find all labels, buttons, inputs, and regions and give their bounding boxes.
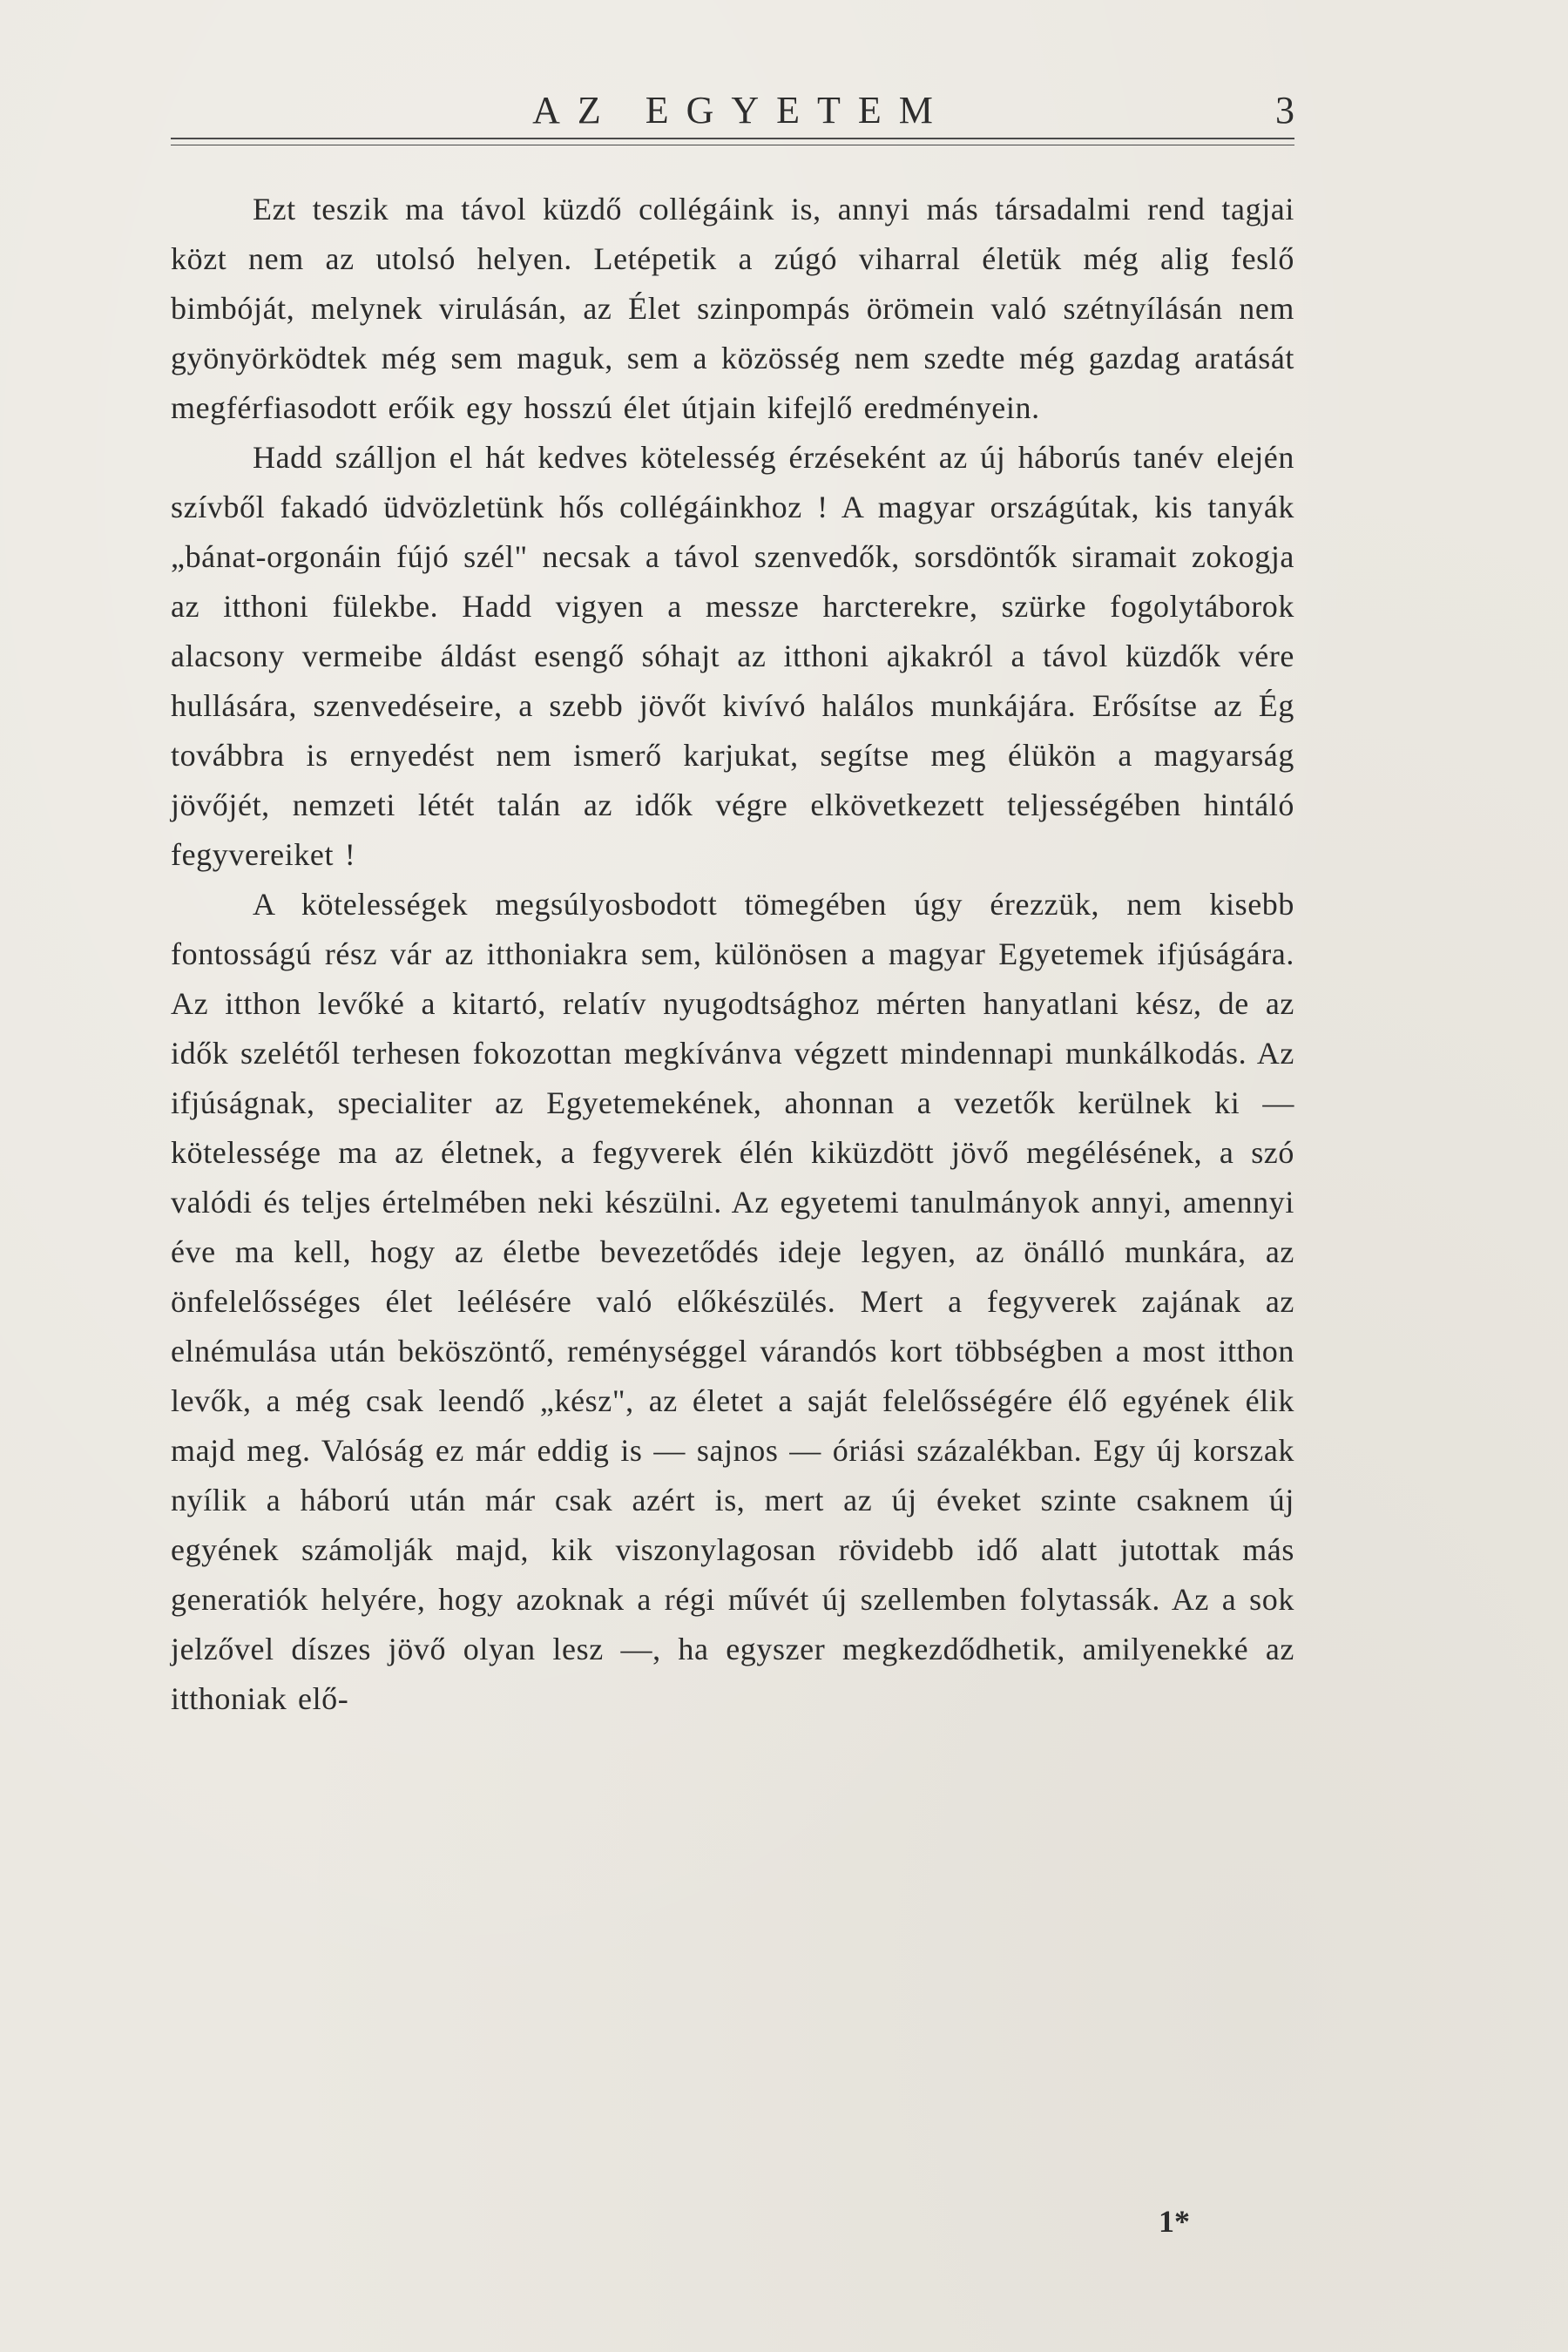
header-rule-thick (171, 138, 1294, 139)
paragraph-1: Ezt teszik ma távol küzdő collégáink is, annyi más társadalmi rend tagjai közt nem az utolsó helyen. Letépetik a zúgó viharral életük még alig fеslő bimbóját, melynek virulásán, az Élet szinpompás örömein való szétnyílásán nem gyönyörködtek még sem maguk, sem a közösség nem szedte még gazdag aratását megférfiasodott erőik egy hosszú élet útjain kifejlő eredményein. (171, 192, 1294, 425)
page-number: 3 (1275, 89, 1294, 132)
signature-mark: 1* (1159, 2204, 1190, 2239)
page-header (171, 84, 1294, 138)
paragraph-3: A kötelességek megsúlyosbodott tömegében úgy érezzük, nem kisebb fontosságú rész vár az itthoniakra sem, különösen a magyar Egyetemek ifjúságára. Az itthon levőké a kitartó, relatív nyugodtsághoz mérten hanyatlani kész, de az idők szelétől terhesen fokozottan megkívánva végzett mindennapi munkálkodás. Az ifjúságnak, specialiter az Egyetemekének, ahonnan a vezetők kerülnek ki — kötelessége ma az életnek, a fegyverek élén kiküzdött jövő megélésének, a szó valódi és teljes értelmében neki készülni. Az egyetemi tanulmányok annyi, amennyi éve ma kell, hogy az életbe bevezetődés ideje legyen, az önálló munkára, az önfelelősséges élet leélésére való előkészülés. Mert a fegyverek zajának az elnémulása után beköszöntő, reménységgel várandós kort többségben a most itthon levők, a még csak leendő „kész", az életet a saját felelősségére élő egyének élik majd meg. Valóság ez már eddig is — sajnos — óriási százalékban. Egy új korszak nyílik a háború után már csak azért is, mert az új éveket szinte csaknem új egyének számolják majd, kik viszonylagosan rövidebb idő alatt jutottak más generatiók helyére, hogy azoknak a régi művét új szellemben folytassák. Az a sok jelzővel díszes jövő olyan lesz —, ha egyszer megkezdődhetik, amilyenekké az itthoniak elő- (171, 887, 1294, 1716)
running-title: AZ EGYETEM (532, 89, 950, 132)
page-body (171, 185, 1294, 1724)
paragraph-2: Hadd szálljon el hát kedves kötelesség érzéseként az új háborús tanév elején szívből fakadó üdvözletünk hős collégáinkhoz ! A magyar országútak, kis tanyák „bánat-orgonáin fújó szél" necsak a távol szenvedők, sorsdöntők siramait zokogja az itthoni fülekbe. Hadd vigyen a messze harcterekre, szürke fogolytáborok alacsony vermeibe áldást esengő sóhajt az itthoni ajkakról a távol küzdők vére hullására, szenvedéseire, a szebb jövőt kivívó halálos munkájára. Erősítse az Ég továbbra is ernyedést nem ismerő karjukat, segítse meg élükön a magyarság jövőjét, nemzeti létét talán az idők végre elkövetkezett teljességében hintáló fegyvereiket ! (171, 440, 1294, 872)
